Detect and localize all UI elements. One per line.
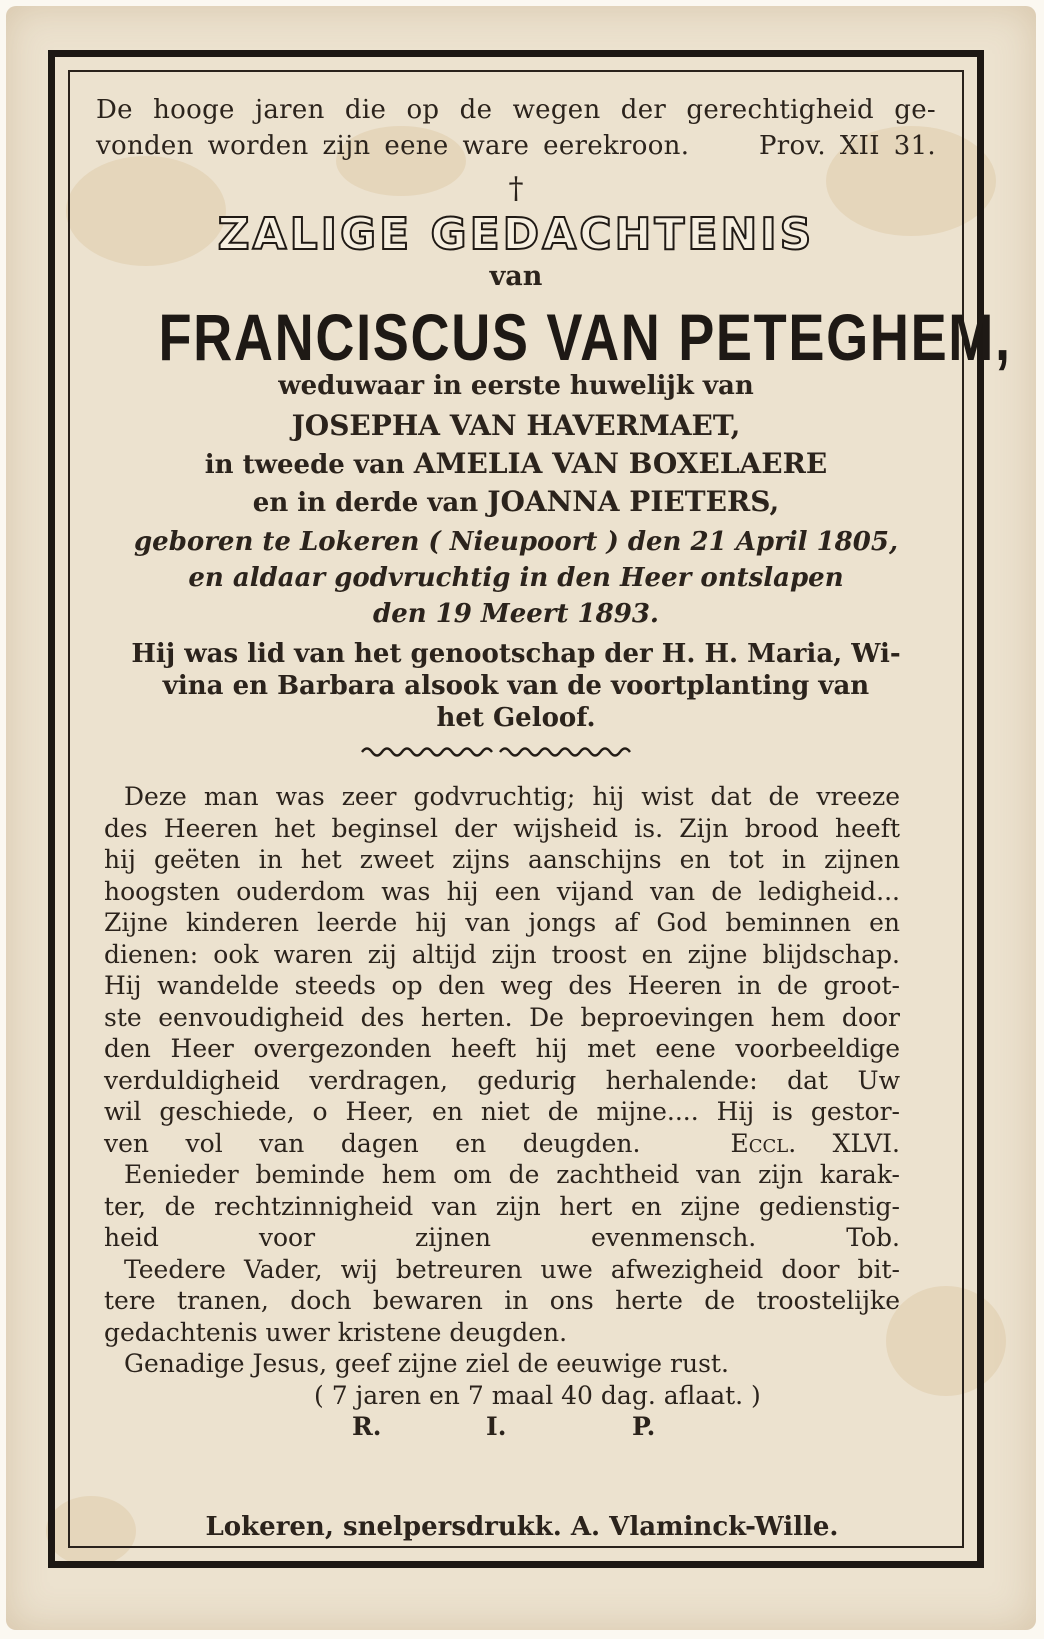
- paragraph2-source: Tob.: [846, 1223, 900, 1252]
- paragraph3-line: Teedere Vader, wij betreuren uwe afwezigheid door bit-: [124, 1254, 900, 1284]
- paragraph1-line: hij geëten in het zweet zijns aanschijns en tot in zijnen: [104, 845, 900, 874]
- marriage-line-1: weduwaar in eerste huwelijk van: [278, 371, 754, 401]
- paragraph2-line: heid voor zijnen evenmensch.: [104, 1223, 757, 1252]
- marriage-line-2: [80, 446, 952, 483]
- rip-line: [104, 1411, 900, 1443]
- paragraph1-line: dienen: ook waren zij altijd zijn troost en zijne blijdschap.: [104, 939, 900, 969]
- printer-imprint: Lokeren, snelpersdrukk. A. Vlaminck-Wille.: [205, 1512, 839, 1542]
- epigraph: [96, 92, 936, 164]
- third-spouse-name: JOANNA PIETERS,: [487, 485, 780, 518]
- paragraph1-line: Deze man was zeer godvruchtig; hij wist dat de vreeze: [124, 782, 900, 811]
- paragraph1-line: ste eenvoudigheid des herten. De beproevingen hem door: [104, 1002, 900, 1032]
- second-marriage-prefix: in tweede van: [204, 450, 405, 480]
- paragraph1-source: Eccl. XLVI.: [730, 1128, 900, 1158]
- rip-p: P.: [632, 1412, 656, 1441]
- paragraph1-line: verduldigheid verdragen, gedurig herhalende: dat Uw: [104, 1065, 900, 1095]
- paragraph2-line: ter, de rechtzinnigheid van zijn hert en zijne gedienstig-: [104, 1191, 900, 1221]
- marriage-line-3: [80, 484, 952, 521]
- paragraph1-line: Hij wandelde steeds op den weg des Heeren in de groot-: [104, 971, 900, 1000]
- van-label: van: [489, 261, 543, 292]
- paragraph3-line: tere tranen, doch bewaren in ons herte de troostelijke: [104, 1286, 900, 1315]
- rip-i: I.: [486, 1412, 507, 1441]
- first-spouse-name: JOSEPHA VAN HAVERMAET,: [291, 409, 741, 442]
- cross-symbol: †: [508, 171, 524, 206]
- epigraph-line-2: [96, 128, 936, 164]
- epigraph-line-1: De hooge jaren die op de wegen der gerechtigheid ge-: [96, 95, 936, 125]
- indulgence-line: ( 7 jaren en 7 maal 40 dag. aflaat. ): [314, 1380, 761, 1410]
- third-marriage-prefix: en in derde van: [252, 488, 479, 518]
- paragraph1-line: hoogsten ouderdom was hij een vijand van de ledigheid...: [104, 876, 900, 906]
- epigraph-source: Prov. XII 31.: [758, 131, 936, 161]
- paragraph1-line: wil geschiede, o Heer, en niet de mijne.... Hij is gestor-: [104, 1097, 900, 1126]
- paragraph2-last-line: [104, 1222, 900, 1254]
- ornamental-divider: [360, 743, 632, 759]
- prayer-line: Genadige Jesus, geef zijne ziel de eeuwige rust.: [124, 1349, 729, 1378]
- paragraph2-line: Eenieder beminde hem om de zachtheid van zijn karak-: [124, 1160, 900, 1189]
- paragraph1-line: des Heeren het beginsel der wijsheid is. Zijn brood heeft: [104, 813, 900, 843]
- paragraph3-line: gedachtenis uwer kristene deugden.: [104, 1317, 568, 1347]
- paragraph1-line: ven vol van dagen en deugden.: [104, 1128, 641, 1158]
- paragraph1-line: Zijne kinderen leerde hij van jongs af God beminnen en: [104, 908, 900, 937]
- memorial-heading: ZALIGE GEDACHTENIS: [217, 209, 815, 260]
- death-line: en aldaar godvruchtig in den Heer ontslapen: [188, 563, 844, 593]
- epigraph-text: vonden worden zijn eene ware eerekroon.: [96, 131, 690, 161]
- death-date-line: den 19 Meert 1893.: [373, 599, 659, 629]
- eulogy-text: [104, 781, 900, 1443]
- deceased-name: FRANCISCUS VAN PETEGHEM,: [158, 300, 1012, 374]
- membership-line-1: Hij was lid van het genootschap der H. H. Maria, Wi-: [131, 639, 901, 669]
- paragraph1-line: den Heer overgezonden heeft hij met eene voorbeeldige: [104, 1034, 900, 1063]
- membership-line-2: vina en Barbara alsook van de voortplanting van: [162, 671, 870, 701]
- membership-line-3: het Geloof.: [436, 703, 596, 733]
- rip-r: R.: [352, 1412, 382, 1441]
- second-spouse-name: AMELIA VAN BOXELAERE: [413, 447, 828, 480]
- paragraph1-last-line: [104, 1128, 900, 1160]
- birth-line: geboren te Lokeren ( Nieupoort ) den 21 April 1805,: [133, 527, 899, 557]
